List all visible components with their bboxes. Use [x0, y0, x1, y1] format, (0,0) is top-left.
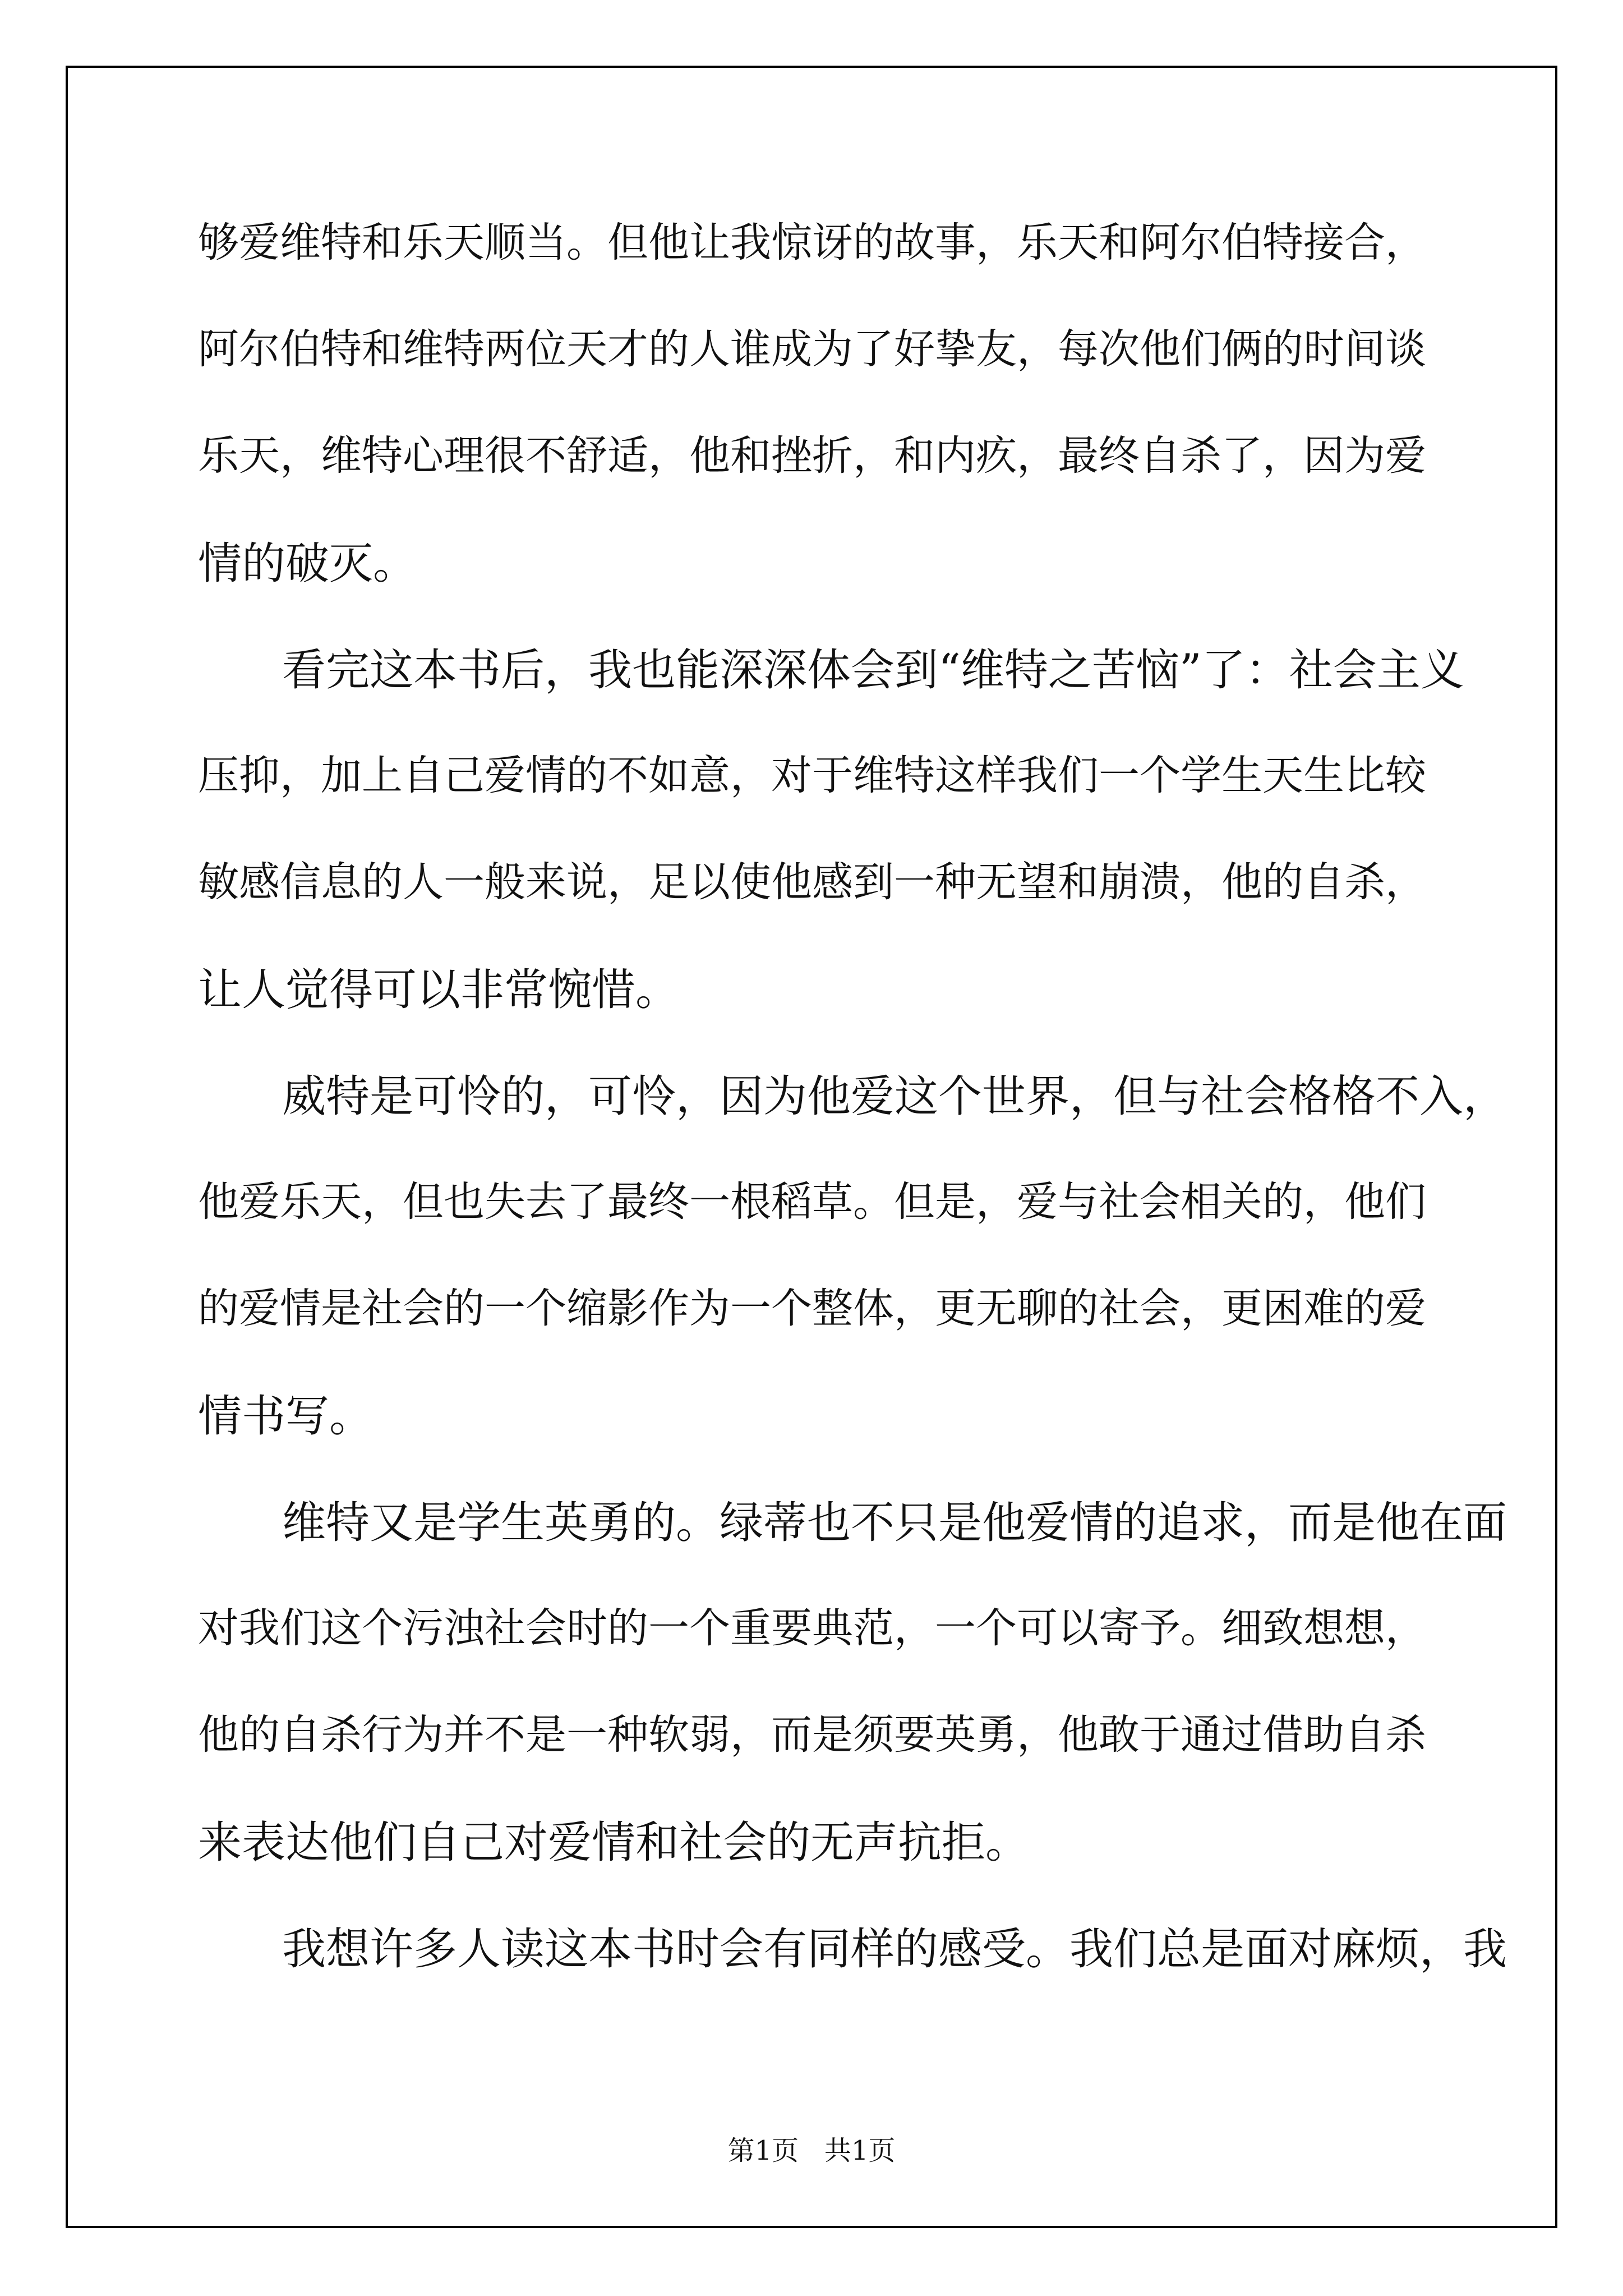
- text-line: 情书写。: [198, 1391, 374, 1442]
- text-line: 看完这本书后，我也能深深体会到“维特之苦恼”了：社会主义: [282, 645, 1464, 696]
- text-line: 威特是可怜的，可怜，因为他爱这个世界，但与社会格格不入，: [282, 1071, 1507, 1122]
- text-line: 他爱乐天，但也失去了最终一根稻草。但是，爱与社会相关的，他们: [198, 1178, 1426, 1226]
- text-line: 对我们这个污浊社会时的一个重要典范，一个可以寄予。细致想想，: [198, 1604, 1426, 1652]
- page-border: [66, 66, 1557, 2228]
- text-line: 他的自杀行为并不是一种软弱，而是须要英勇，他敢于通过借助自杀: [198, 1711, 1426, 1759]
- text-line: 乐天，维特心理很不舒适，他和挫折，和内疚，最终自杀了，因为爱: [198, 432, 1426, 480]
- text-line: 阿尔伯特和维特两位天才的人谁成为了好挚友，每次他们俩的时间谈: [198, 325, 1426, 373]
- text-line: 敏感信息的人一般来说，足以使他感到一种无望和崩溃，他的自杀，: [198, 858, 1426, 906]
- text-line: 情的破灭。: [198, 539, 417, 589]
- text-line: 我想许多人读这本书时会有同样的感受。我们总是面对麻烦，我: [282, 1924, 1507, 1975]
- text-line: 压抑，加上自己爱情的不如意，对于维特这样我们一个学生天生比较: [198, 752, 1426, 799]
- text-line: 的爱情是社会的一个缩影作为一个整体，更无聊的社会，更困难的爱: [198, 1285, 1426, 1332]
- text-line: 让人觉得可以非常惋惜。: [198, 965, 680, 1015]
- text-line: 够爱维特和乐天顺当。但他让我惊讶的故事，乐天和阿尔伯特接合，: [198, 219, 1426, 266]
- page-footer: 第1页 共1页: [727, 2135, 896, 2166]
- text-line: 维特又是学生英勇的。绿蒂也不只是他爱情的追求，而是他在面: [282, 1498, 1507, 1548]
- text-line: 来表达他们自己对爱情和社会的无声抗拒。: [198, 1818, 1030, 1868]
